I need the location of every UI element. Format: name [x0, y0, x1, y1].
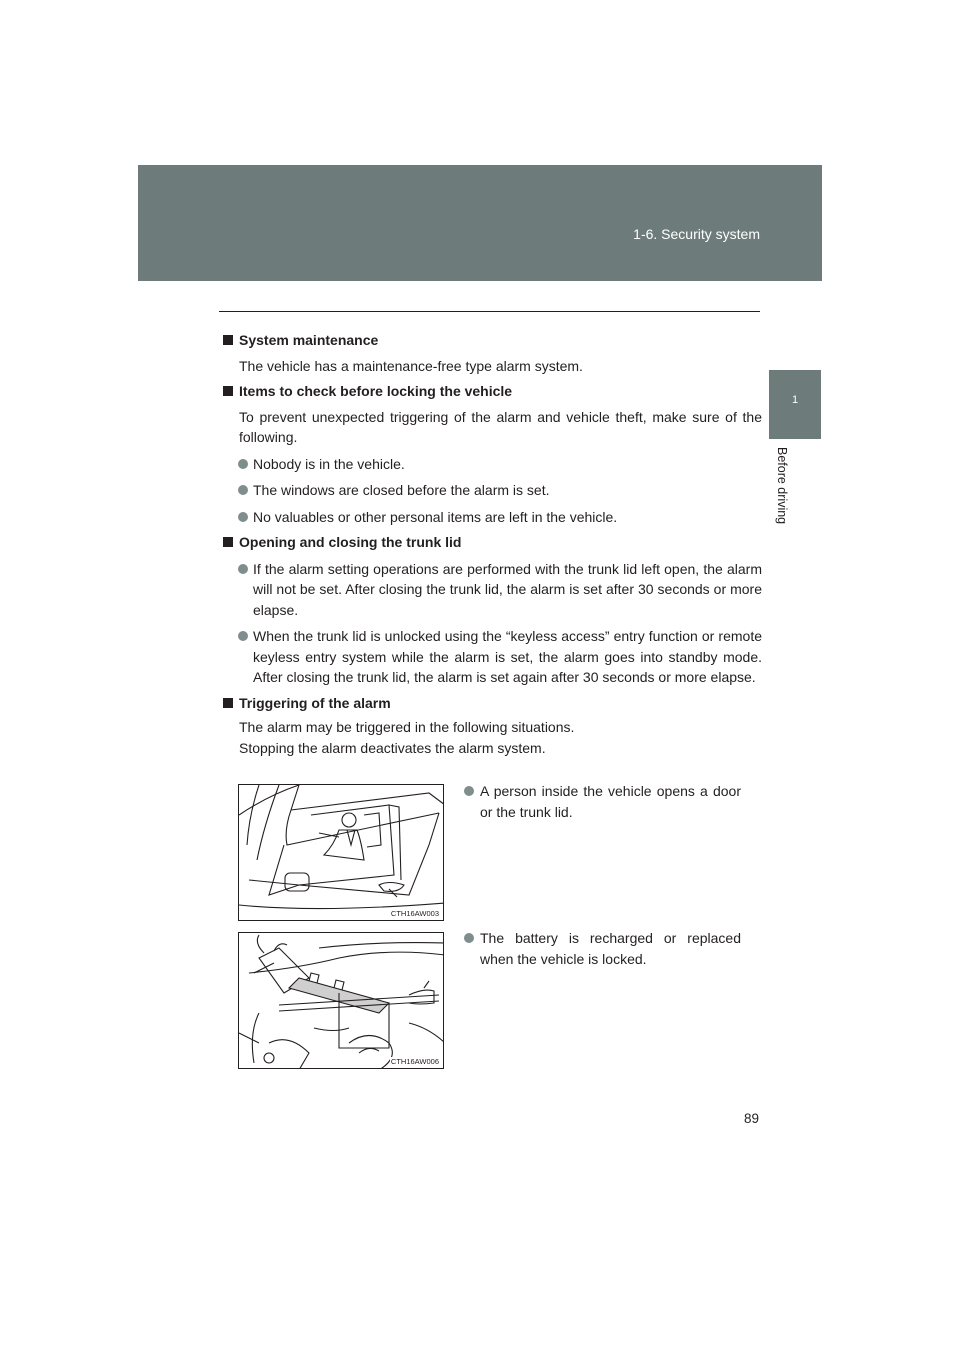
heading-triggering — [222, 693, 762, 714]
illustration-person-in-car — [238, 784, 444, 921]
circle-bullet-icon — [464, 786, 474, 796]
figure-caption-1 — [460, 781, 741, 822]
main-content — [222, 325, 762, 758]
paragraph — [222, 717, 762, 758]
list-item — [222, 626, 762, 688]
circle-bullet-icon — [238, 631, 248, 641]
list-item — [460, 928, 741, 969]
heading-trunk-lid — [222, 532, 762, 553]
list-item-text: When the trunk lid is unlocked using the “keyless access” entry function or remote keyless entry system while the alarm is set, the alarm goes into standby mode. After closing the trunk lid, the alarm is set again after 30 seconds or more elapse. — [253, 628, 762, 685]
list-item — [222, 454, 762, 475]
square-bullet-icon — [223, 537, 233, 547]
square-bullet-icon — [223, 698, 233, 708]
chapter-tab — [769, 370, 821, 439]
header-rule — [219, 311, 760, 312]
list-item-text: If the alarm setting operations are performed with the trunk lid left open, the alarm will not be set. After closing the trunk lid, the alarm is set after 30 seconds or more elapse. — [253, 560, 762, 618]
circle-bullet-icon — [238, 485, 248, 495]
paragraph-line: Stopping the alarm deactivates the alarm system. — [239, 739, 546, 756]
list-item — [222, 480, 762, 501]
header-band — [138, 165, 822, 281]
circle-bullet-icon — [238, 512, 248, 522]
circle-bullet-icon — [238, 564, 248, 574]
square-bullet-icon — [223, 335, 233, 345]
figure-code: CTH16AW003 — [390, 909, 439, 918]
list-item-text: The windows are closed before the alarm is set. — [253, 482, 550, 498]
heading-items-to-check — [222, 381, 762, 402]
circle-bullet-icon — [238, 459, 248, 469]
heading-text: Opening and closing the trunk lid — [239, 534, 462, 550]
chapter-number: 1 — [791, 394, 799, 406]
heading-text: Items to check before locking the vehicle — [239, 383, 513, 399]
paragraph: The vehicle has a maintenance-free type alarm system. — [239, 357, 583, 374]
heading-text: System maintenance — [239, 332, 379, 348]
figure-caption-2 — [460, 928, 741, 969]
heading-system-maintenance — [222, 330, 762, 351]
section-title: 1-6. Security system — [633, 226, 760, 242]
list-item-text: A person inside the vehicle opens a door or the trunk lid. — [480, 783, 741, 820]
list-item-text: The battery is recharged or replaced when the vehicle is locked. — [480, 930, 741, 967]
list-item-text: No valuables or other personal items are left in the vehicle. — [253, 508, 618, 525]
list-item — [460, 781, 741, 822]
circle-bullet-icon — [464, 933, 474, 943]
square-bullet-icon — [223, 386, 233, 396]
heading-text: Triggering of the alarm — [239, 694, 391, 711]
chapter-label: Before driving — [775, 447, 789, 525]
list-item-text: Nobody is in the vehicle. — [253, 455, 405, 472]
paragraph-line: The alarm may be triggered in the following situations. — [239, 719, 575, 735]
page-number: 89 — [744, 1111, 760, 1126]
paragraph: To prevent unexpected triggering of the alarm and vehicle theft, make sure of the following. — [239, 408, 762, 445]
chapter-label-container — [773, 447, 789, 537]
figure-code: CTH16AW006 — [390, 1057, 439, 1066]
list-item — [222, 559, 762, 621]
illustration-battery-replacement — [238, 932, 444, 1069]
list-item — [222, 507, 762, 528]
